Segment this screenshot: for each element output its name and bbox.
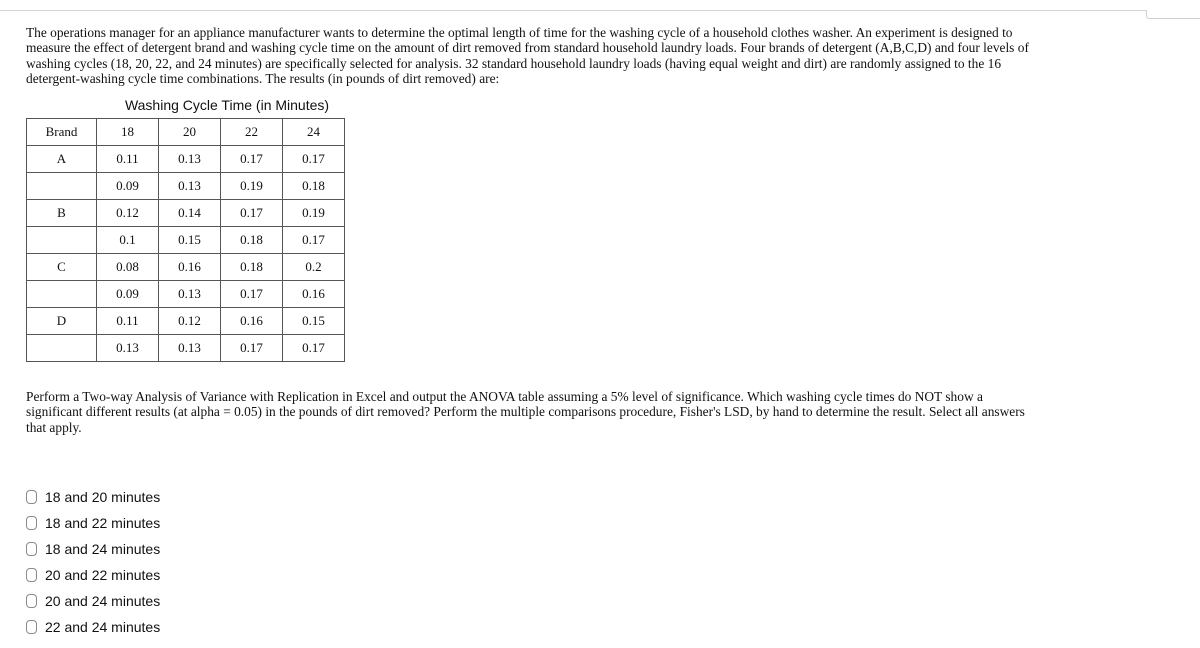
brand-cell <box>27 335 97 362</box>
value-cell: 0.12 <box>97 200 159 227</box>
option-20-22[interactable] <box>26 562 160 588</box>
value-cell: 0.15 <box>283 308 345 335</box>
value-cell: 0.15 <box>159 227 221 254</box>
option-label: 18 and 24 minutes <box>45 541 161 557</box>
value-cell: 0.13 <box>97 335 159 362</box>
brand-cell: B <box>27 200 97 227</box>
value-cell: 0.19 <box>283 200 345 227</box>
option-label: 20 and 22 minutes <box>45 567 161 583</box>
option-label: 22 and 24 minutes <box>45 619 161 635</box>
option-22-24[interactable] <box>26 614 160 640</box>
checkbox-icon[interactable] <box>26 516 37 530</box>
value-cell: 0.09 <box>97 281 159 308</box>
value-cell: 0.14 <box>159 200 221 227</box>
header-20: 20 <box>159 119 221 146</box>
table-title: Washing Cycle Time (in Minutes) <box>124 97 330 113</box>
value-cell: 0.17 <box>221 281 283 308</box>
value-cell: 0.13 <box>159 335 221 362</box>
header-22: 22 <box>221 119 283 146</box>
option-label: 18 and 20 minutes <box>45 489 161 505</box>
brand-cell: D <box>27 308 97 335</box>
data-table <box>26 118 345 362</box>
table-row <box>27 254 345 281</box>
value-cell: 0.17 <box>283 146 345 173</box>
problem-intro: The operations manager for an appliance manufacturer wants to determine the optimal length of time for the washing cycle of a household clothes washer. An experiment is designed to measure the effect of detergent brand and washing cycle time on the amount of dirt removed from standard household laundry loads. Four brands of detergent (A,B,C,D) and four levels of washing cycles (18, 20, 22, and 24 minutes) are specifically selected for analysis. 32 standard household laundry loads (having equal weight and dirt) are randomly assigned to the 16 detergent-washing cycle time combinations. The results (in pounds of dirt removed) are: <box>26 25 1029 87</box>
brand-cell <box>27 227 97 254</box>
option-20-24[interactable] <box>26 588 160 614</box>
checkbox-icon[interactable] <box>26 594 37 608</box>
brand-cell: A <box>27 146 97 173</box>
checkbox-icon[interactable] <box>26 620 37 634</box>
value-cell: 0.12 <box>159 308 221 335</box>
header-brand: Brand <box>27 119 97 146</box>
brand-cell: C <box>27 254 97 281</box>
value-cell: 0.17 <box>221 335 283 362</box>
question-text: Perform a Two-way Analysis of Variance with Replication in Excel and output the ANOVA table assuming a 5% level of significance. Which washing cycle times do NOT show a significant different results (at alpha = 0.05) in the pounds of dirt removed? Perform the multiple comparisons procedure, Fisher's LSD, by hand to determine the result. Select all answers that apply. <box>26 389 1025 435</box>
value-cell: 0.17 <box>221 146 283 173</box>
brand-cell <box>27 173 97 200</box>
value-cell: 0.09 <box>97 173 159 200</box>
value-cell: 0.16 <box>283 281 345 308</box>
value-cell: 0.11 <box>97 308 159 335</box>
value-cell: 0.13 <box>159 173 221 200</box>
value-cell: 0.08 <box>97 254 159 281</box>
value-cell: 0.18 <box>221 254 283 281</box>
option-18-20[interactable] <box>26 484 160 510</box>
checkbox-icon[interactable] <box>26 568 37 582</box>
top-divider <box>0 10 1200 11</box>
option-18-22[interactable] <box>26 510 160 536</box>
value-cell: 0.19 <box>221 173 283 200</box>
table-row <box>27 281 345 308</box>
value-cell: 0.16 <box>221 308 283 335</box>
table-row <box>27 200 345 227</box>
header-18: 18 <box>97 119 159 146</box>
value-cell: 0.13 <box>159 281 221 308</box>
option-label: 18 and 22 minutes <box>45 515 161 531</box>
value-cell: 0.17 <box>221 200 283 227</box>
table-header-row <box>27 119 345 146</box>
value-cell: 0.18 <box>283 173 345 200</box>
value-cell: 0.17 <box>283 335 345 362</box>
table-row <box>27 146 345 173</box>
table-row <box>27 335 345 362</box>
value-cell: 0.16 <box>159 254 221 281</box>
value-cell: 0.2 <box>283 254 345 281</box>
table-row <box>27 308 345 335</box>
answer-options <box>26 484 160 640</box>
checkbox-icon[interactable] <box>26 542 37 556</box>
option-label: 20 and 24 minutes <box>45 593 161 609</box>
header-24: 24 <box>283 119 345 146</box>
value-cell: 0.11 <box>97 146 159 173</box>
value-cell: 0.13 <box>159 146 221 173</box>
value-cell: 0.1 <box>97 227 159 254</box>
value-cell: 0.17 <box>283 227 345 254</box>
brand-cell <box>27 281 97 308</box>
option-18-24[interactable] <box>26 536 160 562</box>
table-row <box>27 173 345 200</box>
value-cell: 0.18 <box>221 227 283 254</box>
table-row <box>27 227 345 254</box>
checkbox-icon[interactable] <box>26 490 37 504</box>
top-right-tab <box>1146 10 1200 19</box>
